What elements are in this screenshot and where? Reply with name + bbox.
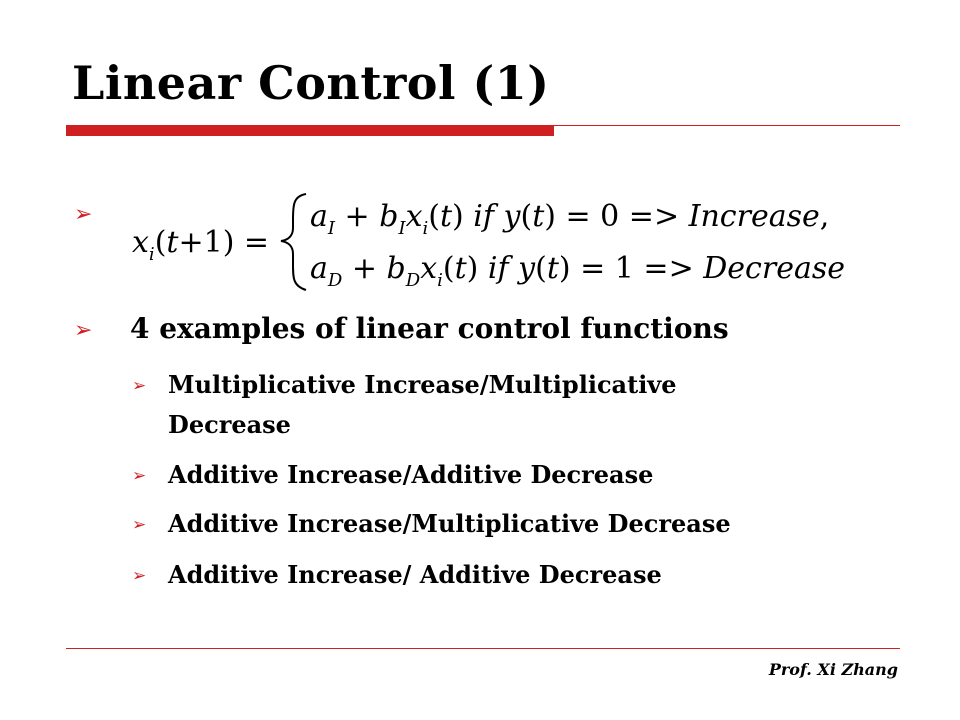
sub-bullet-icon: ➢ (132, 566, 147, 586)
sub-point-2: Additive Increase/Additive Decrease (168, 460, 654, 489)
arrow-bullet-icon: ➢ (74, 318, 93, 343)
footer-author: Prof. Xi Zhang (768, 660, 898, 679)
sub-point-1-line-2: Decrease (168, 410, 291, 439)
sub-bullet-icon: ➢ (132, 376, 147, 396)
arrow-bullet-icon: ➢ (74, 202, 93, 227)
sub-point-3: Additive Increase/Multiplicative Decrease (168, 509, 731, 538)
formula-brace (281, 194, 306, 290)
sub-point-4: Additive Increase/ Additive Decrease (168, 560, 662, 589)
slide-title: Linear Control (1) (72, 56, 550, 110)
sub-point-1-line-1: Multiplicative Increase/Multiplicative (168, 370, 677, 399)
formula (128, 186, 848, 296)
footer-rule (66, 648, 900, 649)
title-underline-thick (66, 125, 554, 136)
formula-case-2: $a_D + b_Dx_i(t)$ if y(t) = 1 => Decrease (310, 251, 845, 291)
title-underline-thin (554, 125, 900, 126)
formula-lhs: $x_i(t+1)$ = (132, 225, 270, 265)
formula-case-1: $a_I + b_Ix_i(t)$ if y(t) = 0 => Increase, (310, 199, 830, 239)
sub-bullet-icon: ➢ (132, 515, 147, 535)
sub-bullet-icon: ➢ (132, 466, 147, 486)
main-point: 4 examples of linear control functions (130, 312, 729, 345)
